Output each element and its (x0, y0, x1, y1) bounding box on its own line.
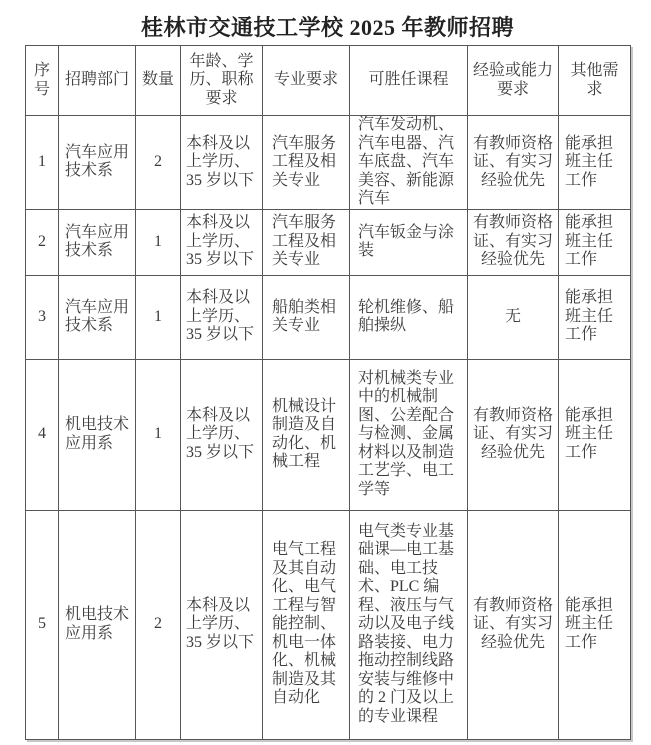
cell-major: 船舶类相关专业 (263, 275, 350, 359)
header-teachable-courses: 可胜任课程 (350, 46, 468, 116)
cell-age-education: 本科及以上学历、35 岁以下 (181, 209, 263, 275)
cell-courses: 汽车钣金与涂装 (350, 209, 468, 275)
cell-other: 能承担班主任工作 (559, 510, 631, 739)
table-row (26, 359, 631, 510)
table-header-row (26, 46, 631, 116)
header-quantity: 数量 (136, 46, 181, 116)
header-major-requirement: 专业要求 (263, 46, 350, 116)
header-experience-requirement: 经验或能力要求 (468, 46, 559, 116)
cell-other: 能承担班主任工作 (559, 209, 631, 275)
cell-experience: 有教师资格证、有实习经验优先 (468, 510, 559, 739)
cell-serial-number: 5 (26, 510, 59, 739)
cell-age-education: 本科及以上学历、35 岁以下 (181, 359, 263, 510)
cell-department: 汽车应用技术系 (59, 209, 136, 275)
cell-quantity: 1 (136, 275, 181, 359)
cell-age-education: 本科及以上学历、35 岁以下 (181, 510, 263, 739)
cell-quantity: 1 (136, 359, 181, 510)
cell-experience: 无 (468, 275, 559, 359)
cell-experience: 有教师资格证、有实习经验优先 (468, 359, 559, 510)
cell-courses: 汽车发动机、汽车电器、汽车底盘、汽车美容、新能源汽车 (350, 116, 468, 210)
header-serial-number: 序号 (26, 46, 59, 116)
cell-other: 能承担班主任工作 (559, 275, 631, 359)
cell-age-education: 本科及以上学历、35 岁以下 (181, 116, 263, 210)
cell-major: 汽车服务工程及相关专业 (263, 116, 350, 210)
cell-other: 能承担班主任工作 (559, 359, 631, 510)
cell-major: 汽车服务工程及相关专业 (263, 209, 350, 275)
recruitment-table (25, 45, 631, 740)
cell-serial-number: 3 (26, 275, 59, 359)
header-department: 招聘部门 (59, 46, 136, 116)
cell-experience: 有教师资格证、有实习经验优先 (468, 209, 559, 275)
cell-department: 机电技术应用系 (59, 359, 136, 510)
cell-quantity: 1 (136, 209, 181, 275)
cell-serial-number: 4 (26, 359, 59, 510)
cell-courses: 轮机维修、船舶操纵 (350, 275, 468, 359)
cell-serial-number: 2 (26, 209, 59, 275)
header-age-education-title: 年龄、学历、职称要求 (181, 46, 263, 116)
cell-other: 能承担班主任工作 (559, 116, 631, 210)
cell-quantity: 2 (136, 116, 181, 210)
cell-serial-number: 1 (26, 116, 59, 210)
cell-courses: 对机械类专业中的机械制图、公差配合与检测、金属材料以及制造工艺学、电工学等 (350, 359, 468, 510)
header-other-requirement: 其他需求 (559, 46, 631, 116)
table-row (26, 209, 631, 275)
cell-major: 电气工程及其自动化、电气工程与智能控制、机电一体化、机械制造及其自动化 (263, 510, 350, 739)
table-row (26, 275, 631, 359)
cell-quantity: 2 (136, 510, 181, 739)
table-row (26, 116, 631, 210)
cell-major: 机械设计制造及自动化、机械工程 (263, 359, 350, 510)
cell-department: 机电技术应用系 (59, 510, 136, 739)
page-title: 桂林市交通技工学校 2025 年教师招聘 (140, 15, 514, 40)
table-row (26, 510, 631, 739)
cell-experience: 有教师资格证、有实习经验优先 (468, 116, 559, 210)
cell-department: 汽车应用技术系 (59, 275, 136, 359)
cell-department: 汽车应用技术系 (59, 116, 136, 210)
cell-courses: 电气类专业基础课—电工基础、电工技术、PLC 编程、液压与气动以及电子线路装接、电力拖动控制线路安装与维修中的 2 门及以上的专业课程 (350, 510, 468, 739)
cell-age-education: 本科及以上学历、35 岁以下 (181, 275, 263, 359)
